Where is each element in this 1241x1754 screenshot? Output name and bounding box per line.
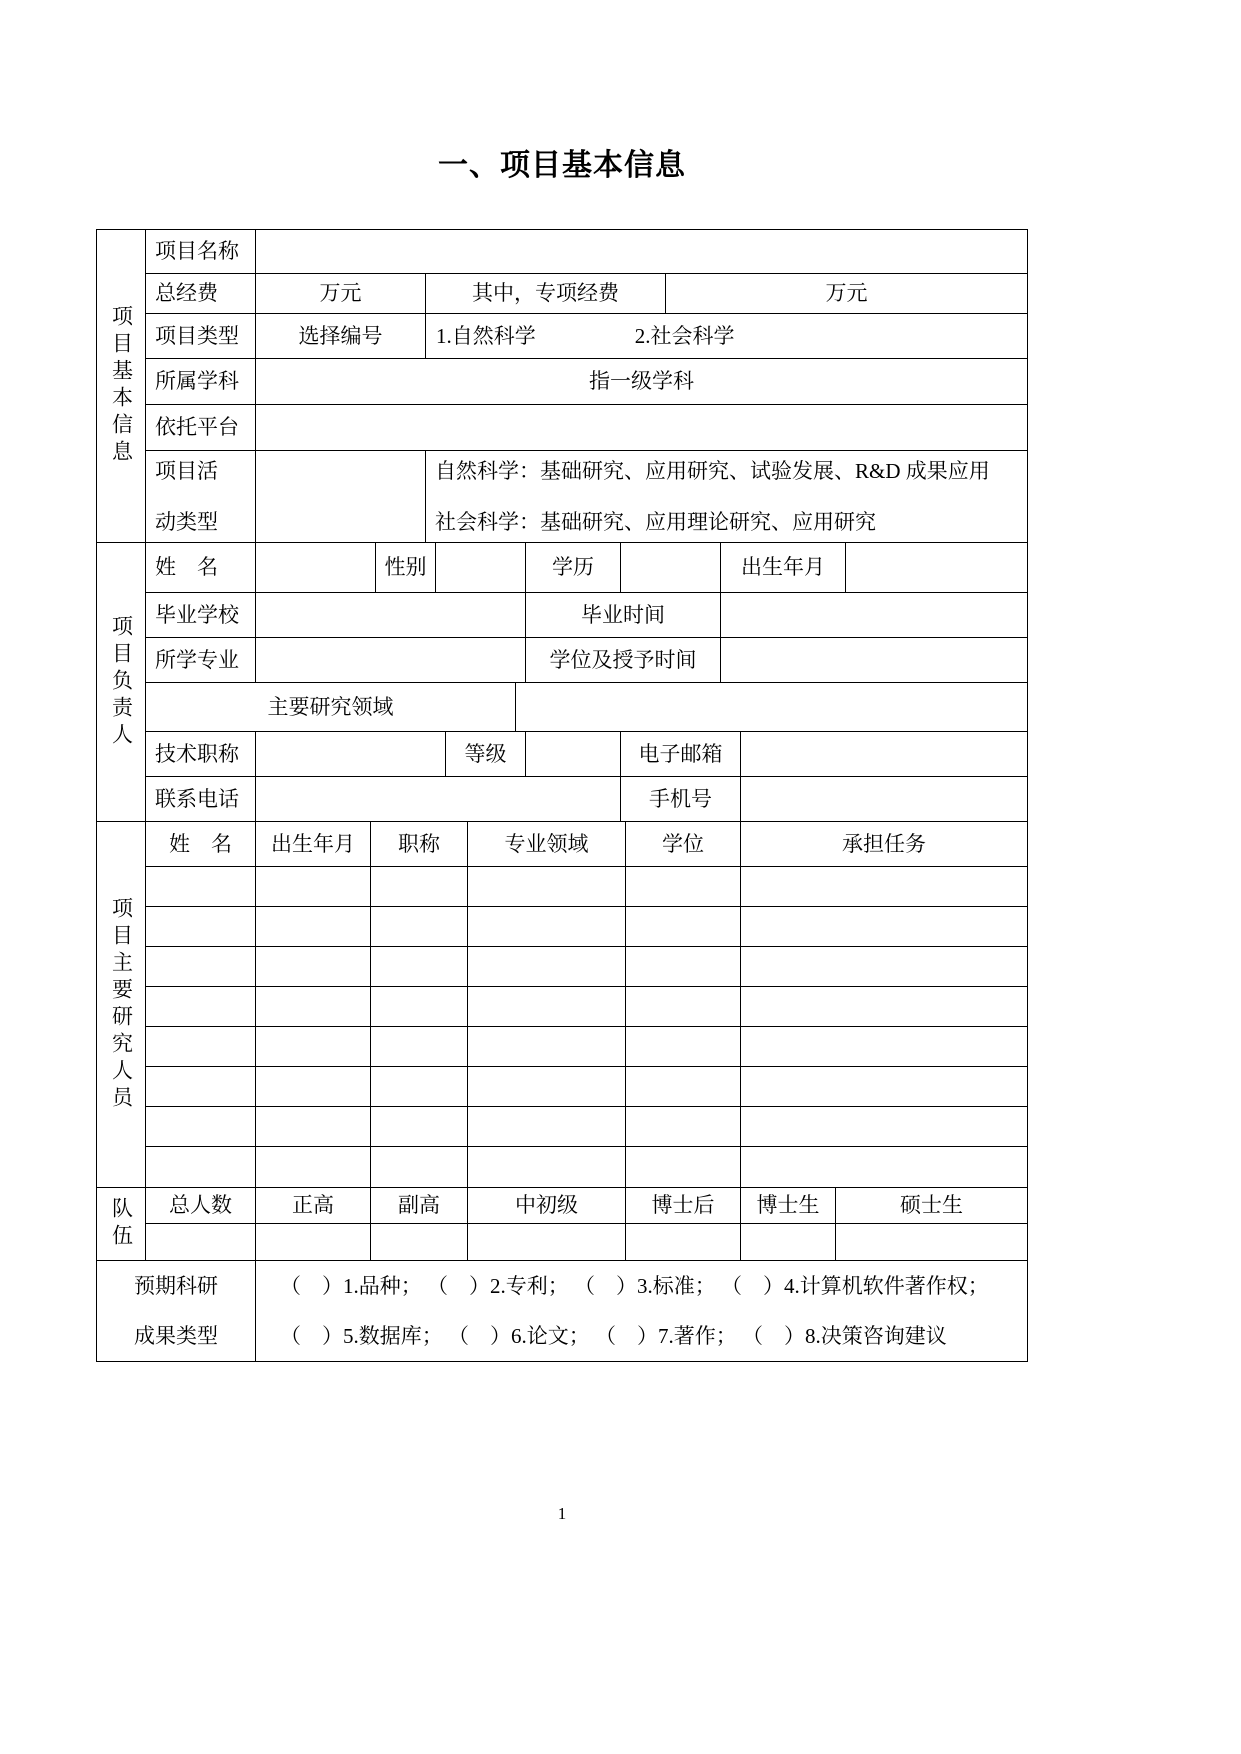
member-title-cell[interactable] bbox=[371, 947, 468, 986]
discipline-label: 所属学科 bbox=[146, 359, 256, 404]
team-total-input-cell[interactable] bbox=[146, 1224, 256, 1260]
member-field-cell[interactable] bbox=[468, 1027, 626, 1066]
member-degree-cell[interactable] bbox=[626, 1107, 741, 1146]
page-number: 1 bbox=[557, 1504, 567, 1523]
platform-label: 依托平台 bbox=[146, 405, 256, 450]
team-header-row bbox=[146, 1188, 1027, 1224]
education-input-cell[interactable] bbox=[621, 543, 721, 592]
birth-date-label: 出生年月 bbox=[721, 543, 846, 592]
member-birth-cell[interactable] bbox=[256, 907, 371, 946]
degree-time-label: 学位及授予时间 bbox=[526, 638, 721, 682]
major-row bbox=[146, 638, 1027, 683]
member-name-cell[interactable] bbox=[146, 1067, 256, 1106]
total-fund-input-cell[interactable]: 万元 bbox=[256, 274, 426, 313]
member-row bbox=[146, 947, 1027, 987]
member-row bbox=[146, 1067, 1027, 1107]
team-count-row bbox=[146, 1224, 1027, 1260]
team-associate-input-cell[interactable] bbox=[371, 1224, 468, 1260]
member-birth-cell[interactable] bbox=[256, 947, 371, 986]
project-type-row bbox=[146, 314, 1027, 359]
member-field-cell[interactable] bbox=[468, 987, 626, 1026]
member-task-cell[interactable] bbox=[741, 1147, 1027, 1187]
member-name-cell[interactable] bbox=[146, 867, 256, 906]
outcome-options-line2: （ ）5.数据库； （ ）6.论文； （ ）7.著作； （ ）8.决策咨询建议 bbox=[280, 1324, 947, 1348]
tech-title-input-cell[interactable] bbox=[256, 732, 446, 776]
gender-input-cell[interactable] bbox=[436, 543, 526, 592]
members-vertical-text: 项目主要研究人员 bbox=[109, 896, 134, 1113]
expected-outcomes-label-line2: 成果类型 bbox=[134, 1324, 218, 1348]
grade-input-cell[interactable] bbox=[526, 732, 621, 776]
team-senior-input-cell[interactable] bbox=[256, 1224, 371, 1260]
discipline-row bbox=[146, 359, 1027, 405]
outcome-options-line1: （ ）1.品种； （ ）2.专利； （ ）3.标准； （ ）4.计算机软件著作权； bbox=[280, 1273, 989, 1298]
member-row bbox=[146, 1107, 1027, 1147]
member-name-cell[interactable] bbox=[146, 1147, 256, 1187]
member-degree-cell[interactable] bbox=[626, 1147, 741, 1187]
members-header-task: 承担任务 bbox=[842, 831, 926, 856]
team-header-total: 总人数 bbox=[146, 1188, 256, 1223]
document-content bbox=[96, 0, 1028, 1524]
member-field-cell[interactable] bbox=[468, 1147, 626, 1187]
member-birth-cell[interactable] bbox=[256, 1067, 371, 1106]
members-header-title: 职称 bbox=[371, 822, 468, 866]
team-header-phd: 博士生 bbox=[741, 1188, 836, 1223]
member-title-cell[interactable] bbox=[371, 1067, 468, 1106]
platform-row bbox=[146, 405, 1027, 451]
basic-info-vertical-label bbox=[97, 230, 146, 542]
project-name-row bbox=[146, 230, 1027, 274]
member-task-cell[interactable] bbox=[741, 1067, 1027, 1106]
leader-name-row bbox=[146, 543, 1027, 593]
member-task-cell[interactable] bbox=[741, 987, 1027, 1026]
leader-name-label: 姓 名 bbox=[146, 543, 256, 592]
member-task-cell[interactable] bbox=[741, 1027, 1027, 1066]
team-junior-input-cell[interactable] bbox=[468, 1224, 626, 1260]
project-name-label: 项目名称 bbox=[146, 230, 256, 273]
member-degree-cell[interactable] bbox=[626, 1067, 741, 1106]
member-row bbox=[146, 1027, 1027, 1067]
members-header-name: 姓 名 bbox=[146, 822, 256, 866]
platform-input-cell[interactable] bbox=[256, 405, 1027, 450]
basic-info-vertical-text: 项目基本信息 bbox=[109, 305, 134, 467]
total-fund-row bbox=[146, 274, 1027, 314]
project-info-table bbox=[96, 229, 1028, 1362]
leader-vertical-text: 项目负责人 bbox=[109, 614, 134, 750]
school-input-cell[interactable] bbox=[256, 593, 526, 637]
research-field-input-cell[interactable] bbox=[516, 683, 1027, 731]
member-degree-cell[interactable] bbox=[626, 947, 741, 986]
activity-type-label-line2: 动类型 bbox=[155, 509, 218, 534]
phone-row bbox=[146, 777, 1027, 821]
leader-vertical-label bbox=[97, 543, 146, 821]
member-name-cell[interactable] bbox=[146, 1107, 256, 1146]
member-row bbox=[146, 987, 1027, 1027]
gender-label: 性别 bbox=[376, 543, 436, 592]
section-team bbox=[97, 1188, 1027, 1261]
graduation-time-label: 毕业时间 bbox=[526, 593, 721, 637]
project-type-options bbox=[426, 314, 1027, 358]
team-header-postdoc: 博士后 bbox=[626, 1188, 741, 1223]
member-degree-cell[interactable] bbox=[626, 1027, 741, 1066]
activity-type-label bbox=[146, 451, 256, 542]
discipline-input-cell[interactable]: 指一级学科 bbox=[589, 369, 694, 394]
section-project-leader bbox=[97, 543, 1027, 822]
member-title-cell[interactable] bbox=[371, 907, 468, 946]
page-title: 一、项目基本信息 bbox=[438, 149, 686, 182]
member-task-cell[interactable] bbox=[741, 1107, 1027, 1146]
team-phd-input-cell[interactable] bbox=[741, 1224, 836, 1260]
research-field-label: 主要研究领域 bbox=[146, 683, 516, 731]
activity-type-input-cell[interactable] bbox=[256, 451, 426, 542]
expected-outcomes-label bbox=[97, 1261, 256, 1361]
member-birth-cell[interactable] bbox=[256, 867, 371, 906]
member-title-cell[interactable] bbox=[371, 867, 468, 906]
project-name-input-cell[interactable] bbox=[256, 230, 1027, 273]
school-label: 毕业学校 bbox=[146, 593, 256, 637]
member-row bbox=[146, 907, 1027, 947]
team-vertical-label bbox=[97, 1188, 146, 1260]
activity-type-row bbox=[146, 451, 1027, 542]
school-row bbox=[146, 593, 1027, 638]
member-task-cell[interactable] bbox=[741, 947, 1027, 986]
expected-outcomes-row bbox=[97, 1261, 1027, 1361]
members-header-birth: 出生年月 bbox=[256, 822, 371, 866]
member-title-cell[interactable] bbox=[371, 1147, 468, 1187]
leader-name-input-cell[interactable] bbox=[256, 543, 376, 592]
telephone-input-cell[interactable] bbox=[256, 777, 621, 821]
total-fund-label: 总经费 bbox=[146, 274, 256, 313]
birth-date-input-cell[interactable] bbox=[846, 543, 1027, 592]
member-row bbox=[146, 1147, 1027, 1187]
member-row bbox=[146, 867, 1027, 907]
team-master-input-cell[interactable] bbox=[836, 1224, 1027, 1260]
expected-outcomes-options-cell[interactable] bbox=[256, 1261, 1027, 1361]
member-birth-cell[interactable] bbox=[256, 1027, 371, 1066]
mobile-input-cell[interactable] bbox=[741, 777, 1027, 821]
tech-title-label: 技术职称 bbox=[146, 732, 256, 776]
member-birth-cell[interactable] bbox=[256, 987, 371, 1026]
member-task-cell[interactable] bbox=[741, 907, 1027, 946]
research-field-row bbox=[146, 683, 1027, 732]
major-label: 所学专业 bbox=[146, 638, 256, 682]
select-code-input-cell[interactable]: 选择编号 bbox=[256, 314, 426, 358]
member-title-cell[interactable] bbox=[371, 987, 468, 1026]
team-header-junior: 中初级 bbox=[468, 1188, 626, 1223]
member-field-cell[interactable] bbox=[468, 907, 626, 946]
members-vertical-label bbox=[97, 822, 146, 1187]
special-fund-input-cell[interactable]: 万元 bbox=[825, 281, 868, 306]
member-name-cell[interactable] bbox=[146, 1027, 256, 1066]
degree-time-input-cell[interactable] bbox=[721, 638, 1027, 682]
member-title-cell[interactable] bbox=[371, 1027, 468, 1066]
type-option-natural-science: 1.自然科学 bbox=[436, 323, 536, 348]
activity-note-natural: 自然科学：基础研究、应用研究、试验发展、R&D 成果应用 bbox=[435, 459, 990, 484]
team-header-master: 硕士生 bbox=[900, 1193, 963, 1218]
section-basic-info bbox=[97, 230, 1027, 543]
team-postdoc-input-cell[interactable] bbox=[626, 1224, 741, 1260]
grade-label: 等级 bbox=[446, 732, 526, 776]
email-input-cell[interactable] bbox=[741, 732, 1027, 776]
activity-type-label-line1: 项目活 bbox=[155, 459, 218, 484]
member-name-cell[interactable] bbox=[146, 907, 256, 946]
member-degree-cell[interactable] bbox=[626, 867, 741, 906]
members-header-field: 专业领域 bbox=[468, 822, 626, 866]
member-degree-cell[interactable] bbox=[626, 907, 741, 946]
member-field-cell[interactable] bbox=[468, 947, 626, 986]
team-header-senior: 正高 bbox=[256, 1188, 371, 1223]
section-research-members bbox=[97, 822, 1027, 1188]
member-field-cell[interactable] bbox=[468, 1067, 626, 1106]
member-title-cell[interactable] bbox=[371, 1107, 468, 1146]
education-label: 学历 bbox=[526, 543, 621, 592]
member-name-cell[interactable] bbox=[146, 947, 256, 986]
member-name-cell[interactable] bbox=[146, 987, 256, 1026]
members-header-row bbox=[146, 822, 1027, 867]
major-input-cell[interactable] bbox=[256, 638, 526, 682]
type-option-social-science: 2.社会科学 bbox=[634, 323, 735, 348]
tech-title-row bbox=[146, 732, 1027, 777]
graduation-time-input-cell[interactable] bbox=[721, 593, 1027, 637]
telephone-label: 联系电话 bbox=[146, 777, 256, 821]
activity-note-social: 社会科学：基础研究、应用理论研究、应用研究 bbox=[435, 509, 876, 534]
section-expected-outcomes bbox=[97, 1261, 1027, 1361]
member-degree-cell[interactable] bbox=[626, 987, 741, 1026]
member-birth-cell[interactable] bbox=[256, 1107, 371, 1146]
members-header-degree: 学位 bbox=[626, 822, 741, 866]
activity-type-note bbox=[426, 451, 1027, 542]
project-type-label: 项目类型 bbox=[146, 314, 256, 358]
team-header-associate: 副高 bbox=[371, 1188, 468, 1223]
member-task-cell[interactable] bbox=[741, 867, 1027, 906]
member-field-cell[interactable] bbox=[468, 1107, 626, 1146]
mobile-label: 手机号 bbox=[621, 777, 741, 821]
member-birth-cell[interactable] bbox=[256, 1147, 371, 1187]
special-fund-label: 其中，专项经费 bbox=[426, 274, 666, 313]
expected-outcomes-label-line1: 预期科研 bbox=[134, 1273, 218, 1298]
email-label: 电子邮箱 bbox=[621, 732, 741, 776]
team-vertical-text: 队伍 bbox=[109, 1197, 134, 1251]
member-field-cell[interactable] bbox=[468, 867, 626, 906]
